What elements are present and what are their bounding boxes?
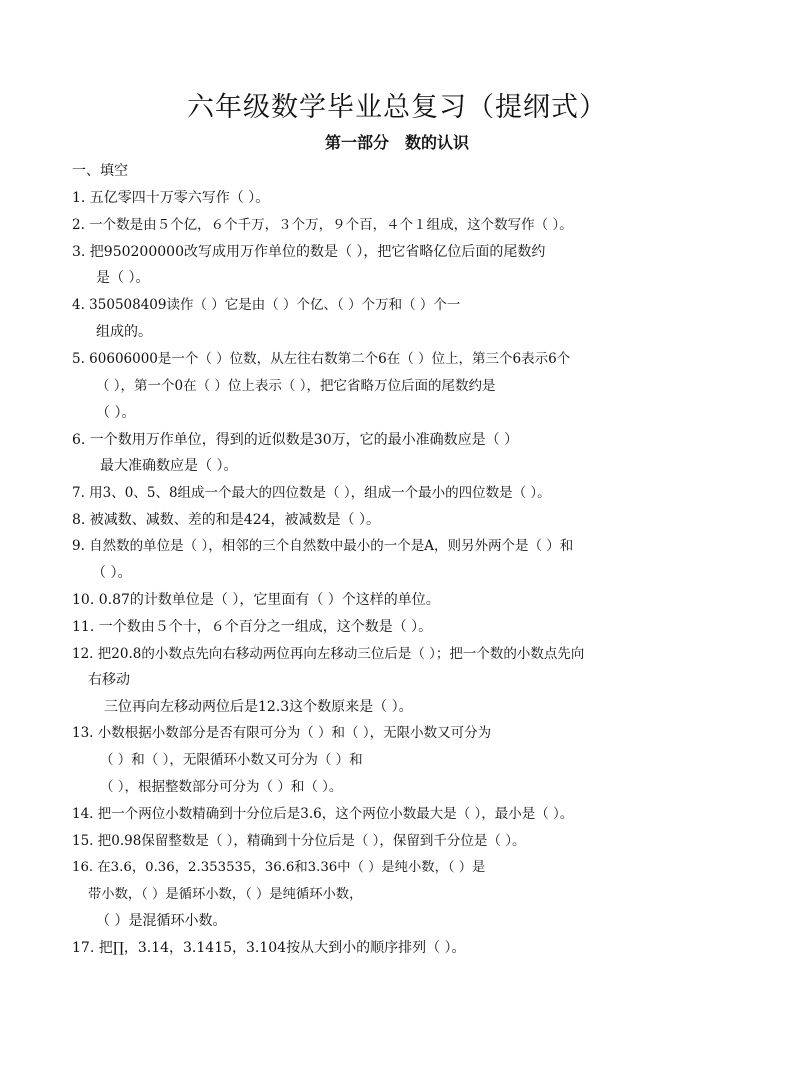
question-13-continued: （ ）和（ ），无限循环小数又可分为（ ）和 xyxy=(100,752,363,768)
question-1: 1. 五亿零四十万零六写作（ ）。 xyxy=(72,190,270,206)
question-11: 11. 一个数由５个十，６个百分之一组成，这个数是（ ）。 xyxy=(72,619,433,635)
question-16-continued-2: （ ）是混循环小数。 xyxy=(96,913,227,929)
question-7: 7. 用3、0、5、8组成一个最大的四位数是（ ），组成一个最小的四位数是（ ）。 xyxy=(72,485,551,501)
question-4-continued: 组成的。 xyxy=(96,324,152,340)
section-heading: 一、填空 xyxy=(72,163,128,179)
question-17: 17. 把∏，3.14，3.1415，3.104按从大到小的顺序排列（ ）。 xyxy=(72,940,466,956)
question-16-continued: 带小数，（ ）是循环小数，（ ）是纯循环小数， xyxy=(88,887,363,902)
question-3: 3. 把950200000改写成用万作单位的数是（ ），把它省略亿位后面的尾数约 xyxy=(72,244,546,260)
question-12-continued: 右移动 xyxy=(88,672,130,688)
page-title: 六年级数学毕业总复习（提纲式） xyxy=(187,92,607,123)
question-3-continued: 是（ ）。 xyxy=(96,270,150,286)
question-12: 12. 把20.8的小数点先向右移动两位再向左移动三位后是（ ）；把一个数的小数点先向 xyxy=(72,646,585,662)
section-subtitle: 第一部分 数的认识 xyxy=(324,133,469,152)
question-5: 5. 60606000是一个（ ）位数，从左往右数第二个6在（ ）位上，第三个6表示6个 xyxy=(72,351,571,367)
question-13-continued-2: （ ），根据整数部分可分为（ ）和（ ）。 xyxy=(100,779,343,795)
question-12-continued-2: 三位再向左移动两位后是12.3这个数原来是（ ）。 xyxy=(104,699,413,715)
question-9-continued: （ ）。 xyxy=(92,565,132,581)
question-4: 4. 350508409读作（ ）它是由（ ）个亿、（ ）个万和（ ）个一 xyxy=(72,297,461,313)
question-2: 2. 一个数是由５个亿，６个千万，３个万，９个百，４个１组成，这个数写作（ ）。 xyxy=(72,217,573,233)
question-6: 6. 一个数用万作单位，得到的近似数是30万，它的最小准确数应是（ ） xyxy=(72,432,519,448)
question-8: 8. 被减数、减数、差的和是424，被减数是（ ）。 xyxy=(72,512,380,528)
question-10: 10. 0.87的计数单位是（ ），它里面有（ ）个这样的单位。 xyxy=(72,592,440,608)
question-14: 14. 把一个两位小数精确到十分位后是3.6，这个两位小数最大是（ ），最小是（ ）。 xyxy=(72,806,574,822)
question-9: 9. 自然数的单位是（ ），相邻的三个自然数中最小的一个是A，则另外两个是（ ）和 xyxy=(72,538,574,554)
question-5-continued: （ ），第一个0在（ ）位上表示（ ），把它省略万位后面的尾数约是 xyxy=(96,378,496,394)
question-15: 15. 把0.98保留整数是（ ），精确到十分位后是（ ），保留到千分位是（ ）。 xyxy=(72,833,526,849)
question-13: 13. 小数根据小数部分是否有限可分为（ ）和（ ），无限小数又可分为 xyxy=(72,725,492,741)
question-6-continued: 最大准确数应是（ ）。 xyxy=(100,458,238,474)
question-5-continued-2: （ ）。 xyxy=(96,405,136,421)
question-16: 16. 在3.6，0.36，2.353535，36.6和3.36中（ ）是纯小数，（ ）是 xyxy=(72,860,486,875)
